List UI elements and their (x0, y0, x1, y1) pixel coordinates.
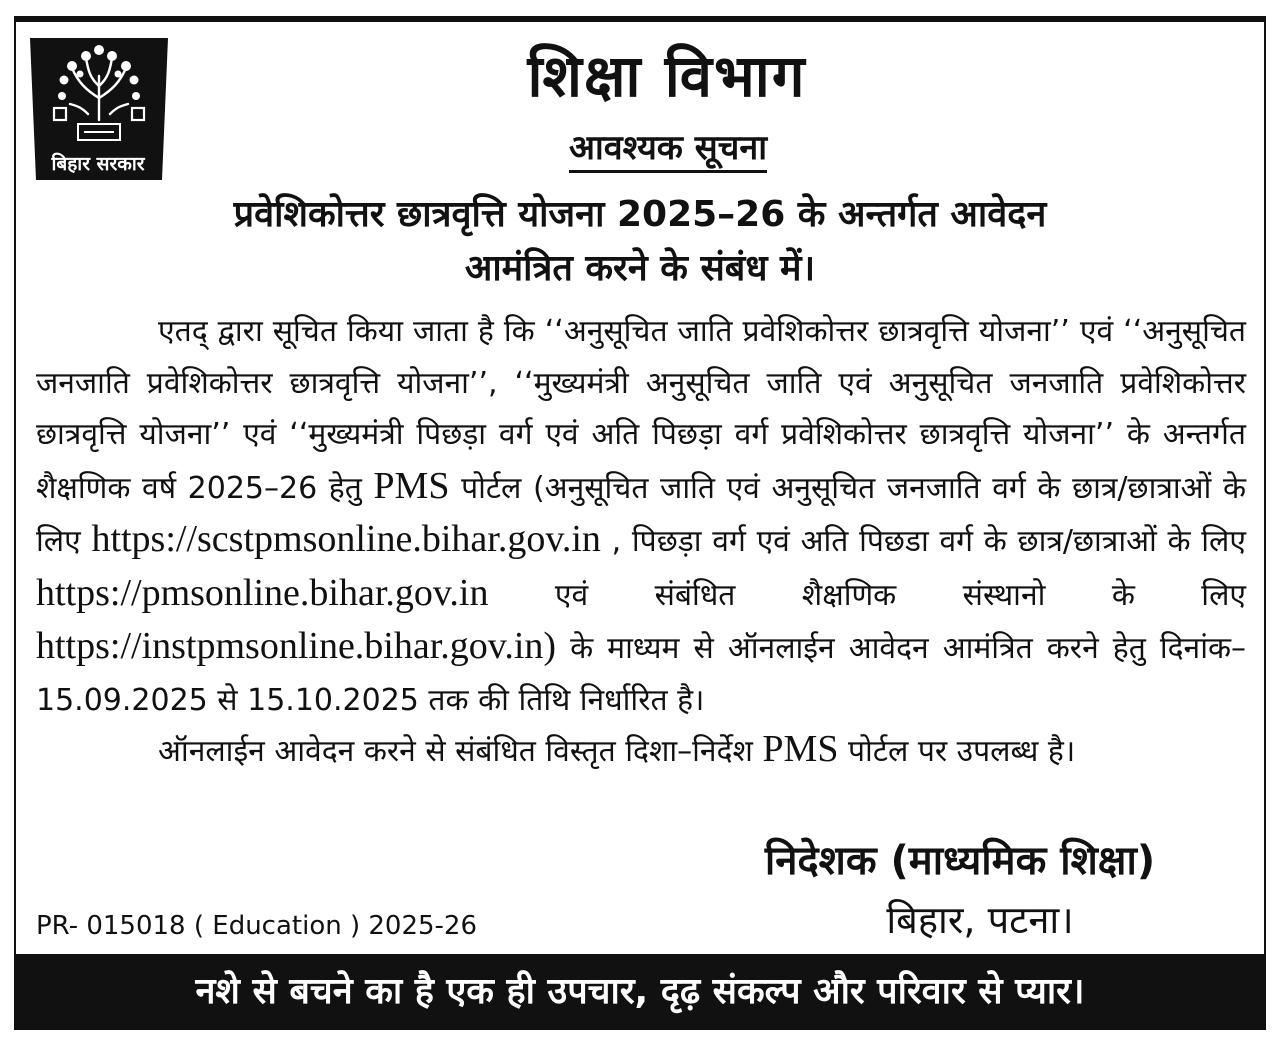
body-text: पोर्टल (अनुसूचित जाति एवं अनुसूचित जनजाति वर्ग के छात्र/छात्राओं के लिए (36, 470, 1246, 559)
notice-body (36, 306, 1246, 778)
subject-line-1: प्रवेशिकोत्तर छात्रवृत्ति योजना 2025–26 के अन्तर्गत आवेदन (233, 194, 1047, 235)
signatory-title: निदेशक (माध्यमिक शिक्षा) (764, 838, 1156, 884)
institution-portal-link[interactable]: https://instpmsonline.bihar.gov.in) (36, 625, 557, 667)
signatory-place: बिहार, पटना। (886, 898, 1074, 942)
body-text: , पिछड़ा वर्ग एवं अति पिछडा वर्ग के छात्र/छात्राओं के लिए (600, 524, 1246, 559)
notice-heading (0, 124, 1280, 172)
pr-number: PR- 015018 ( Education ) 2025-26 (36, 911, 478, 941)
body-text: ऑनलाईन आवेदन करने से संबंधित विस्तृत दिशा–निर्देश (158, 734, 763, 769)
pms-portal-link[interactable]: https://pmsonline.bihar.gov.in (36, 571, 489, 614)
body-paragraph-2 (36, 724, 1246, 778)
body-text: पोर्टल पर उपलब्ध है। (838, 734, 1076, 769)
department-title: शिक्षा विभाग (527, 42, 807, 110)
notice-subject (40, 188, 1240, 296)
body-text: एवं संबंधित शैक्षणिक संस्थानो के लिए (488, 577, 1246, 613)
logo-caption: बिहार सरकार (51, 153, 145, 175)
scst-portal-link[interactable]: https://scstpmsonline.bihar.gov.in (91, 518, 601, 560)
body-paragraph-1 (36, 306, 1246, 726)
subject-line-2: आमंत्रित करने के संबंध में। (464, 248, 816, 289)
notice-label: आवश्यक सूचना (569, 128, 767, 173)
slogan-text: नशे से बचने का है एक ही उपचार, दृढ़ संकल्प और परिवार से प्यार। (195, 971, 1085, 1012)
body-text: एतद् द्वारा सूचित किया जाता है कि ‘‘अनुसूचित जाति प्रवेशिकोत्तर छात्रवृत्ति योजना’’ एवं ‘‘अनुसूचित जनजाति प्रवेशिकोत्तर छात्रवृत्ति योजना’’, ‘‘मुख्यमंत्री अनुसूचित जाति एवं अनुसूचित जनजाति प्रवेशिकोत्तर छात्रवृत्ति योजना’’ एवं ‘‘मुख्यमंत्री पिछड़ा वर्ग एवं अति पिछड़ा वर्ग प्रवेशिकोत्तर छात्रवृत्ति योजना’’ के अन्तर्गत शैक्षणिक वर्ष 2025–26 हेतु (36, 314, 1246, 506)
pms-term: PMS (762, 728, 839, 770)
body-text: के माध्यम से ऑनलाईन आवेदन आमंत्रित करने हेतु दिनांक–15.09.2025 से 15.10.2025 तक की तिथि निर्धारित है। (36, 631, 1246, 718)
pms-term: PMS (373, 464, 450, 507)
